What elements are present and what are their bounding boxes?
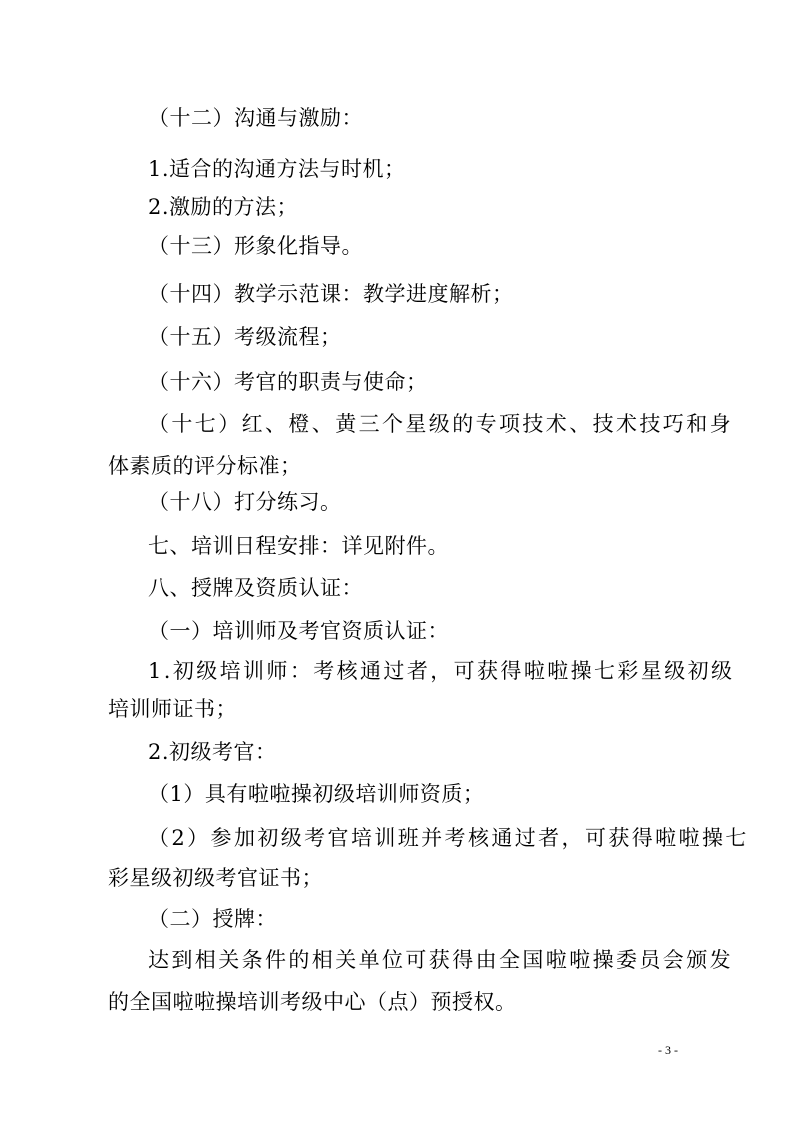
list-item: （1）具有啦啦操初级培训师资质； bbox=[148, 782, 485, 806]
list-item: 1.初级培训师：考核通过者，可获得啦啦操七彩星级初级 bbox=[148, 659, 735, 683]
section-16-heading: （十六）考官的职责与使命； bbox=[148, 370, 428, 394]
page-number: - 3 - bbox=[658, 1043, 678, 1057]
list-item: 2.初级考官： bbox=[148, 740, 277, 764]
section-18-heading: （十八）打分练习。 bbox=[148, 490, 342, 514]
list-item: 1.适合的沟通方法与时机； bbox=[148, 157, 406, 181]
section-17-heading: （十七）红、橙、黄三个星级的专项技术、技术技巧和身 bbox=[148, 412, 733, 436]
section-17-continuation: 体素质的评分标准； bbox=[108, 454, 302, 478]
list-item-continuation: 彩星级初级考官证书； bbox=[108, 866, 323, 890]
list-item: （2）参加初级考官培训班并考核通过者，可获得啦啦操七 bbox=[148, 826, 749, 850]
section-8-heading: 八、授牌及资质认证： bbox=[148, 576, 363, 600]
section-13-heading: （十三）形象化指导。 bbox=[148, 234, 363, 258]
subsection-1-heading: （一）培训师及考官资质认证： bbox=[148, 619, 449, 643]
list-item-continuation: 培训师证书； bbox=[108, 697, 237, 721]
section-14-heading: （十四）教学示范课：教学进度解析； bbox=[148, 282, 514, 306]
section-12-heading: （十二）沟通与激励： bbox=[148, 106, 363, 130]
section-7-heading: 七、培训日程安排：详见附件。 bbox=[148, 534, 449, 558]
section-15-heading: （十五）考级流程； bbox=[148, 325, 342, 349]
paragraph-continuation: 的全国啦啦操培训考级中心（点）预授权。 bbox=[108, 990, 517, 1014]
paragraph: 达到相关条件的相关单位可获得由全国啦啦操委员会颁发 bbox=[148, 948, 733, 972]
list-item: 2.激励的方法； bbox=[148, 195, 299, 219]
subsection-2-heading: （二）授牌： bbox=[148, 907, 277, 931]
